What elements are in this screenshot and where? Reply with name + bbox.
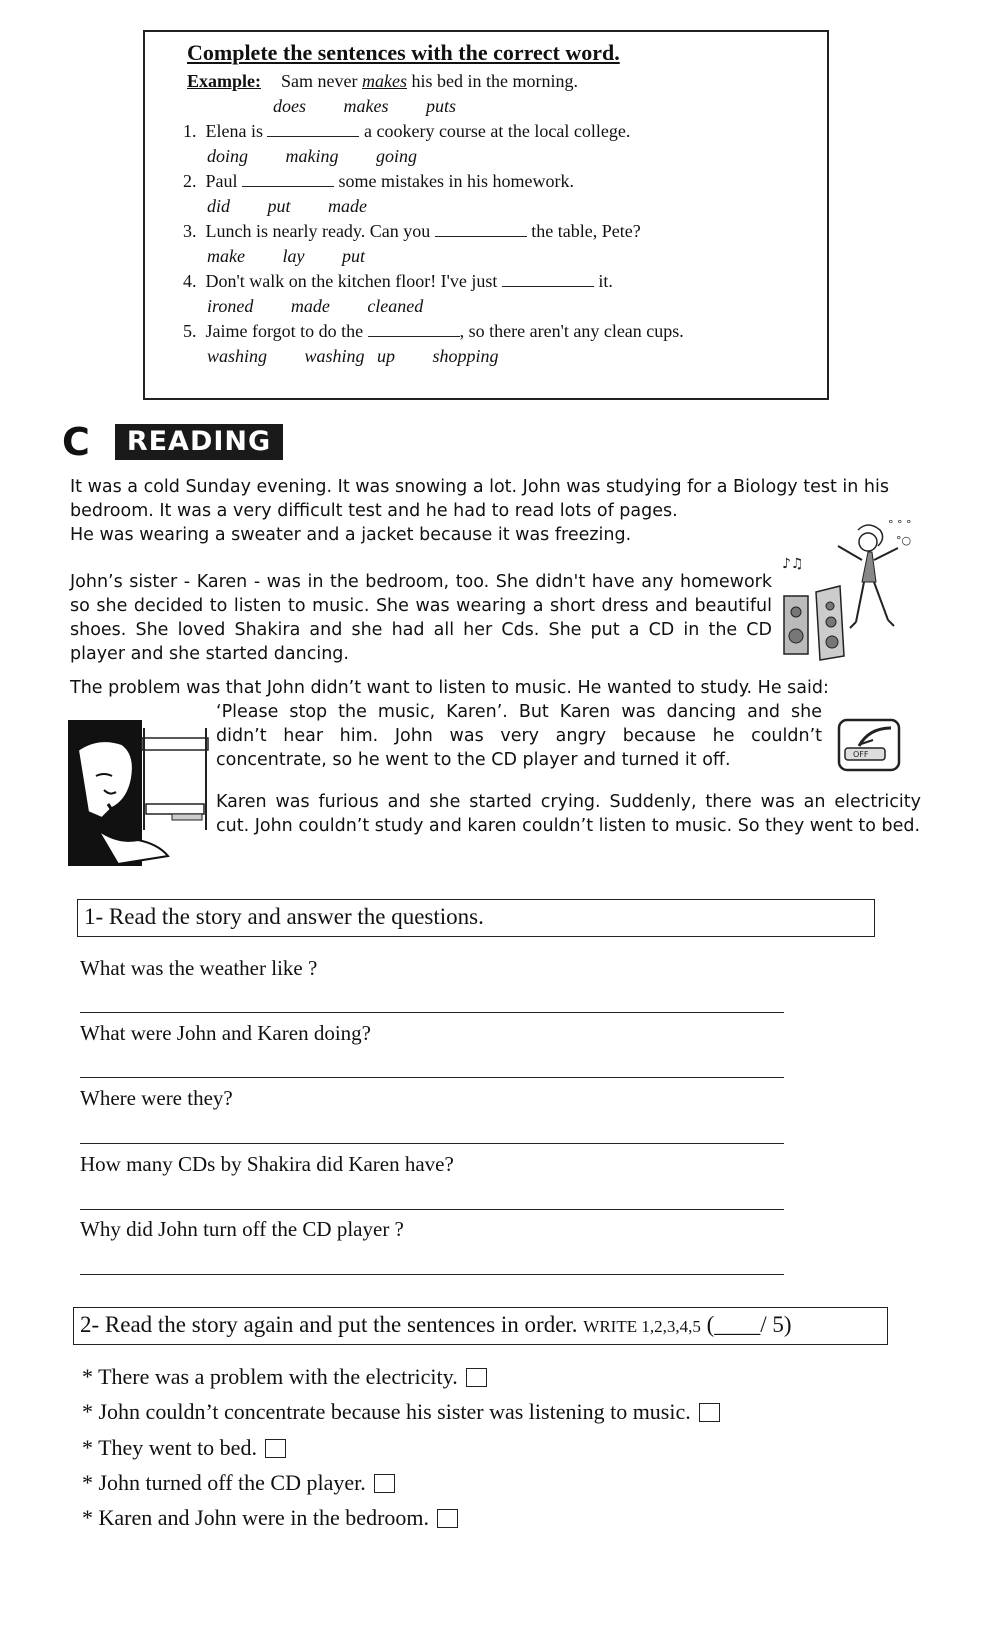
order-sentence: * Karen and John were in the bedroom.	[82, 1505, 430, 1530]
example-after: his bed in the morning.	[411, 71, 578, 91]
item-4-options: ironed made cleaned	[207, 296, 424, 316]
reading-heading: READING	[115, 424, 283, 460]
task2-title-box	[73, 1307, 888, 1345]
exercise-item-4	[183, 271, 613, 292]
item-text-after: the table, Pete?	[531, 221, 641, 241]
item-1-options: doing making going	[207, 146, 417, 166]
answer-blank[interactable]	[267, 122, 359, 137]
exercise-item-3	[183, 221, 641, 242]
question-3: Where were they?	[80, 1086, 233, 1110]
dancing-girl-illustration	[778, 520, 918, 670]
order-item-1	[82, 1364, 487, 1390]
order-sentence: * John couldn’t concentrate because his sister was listening to music.	[82, 1399, 691, 1424]
off-label: OFF	[853, 750, 869, 759]
exercise-item-5	[183, 321, 684, 342]
example-answer: makes	[361, 71, 407, 91]
order-checkbox[interactable]	[466, 1368, 487, 1387]
off-button-icon	[837, 718, 901, 772]
exercise-box	[143, 30, 829, 400]
story-paragraph-4: Karen was furious and she started crying. Suddenly, there was an electricity cut. John couldn’t study and karen couldn’t listen to music. So they went to bed.	[216, 792, 921, 836]
order-item-4	[82, 1470, 395, 1496]
answer-blank[interactable]	[502, 272, 594, 287]
item-text-before: Paul	[205, 171, 238, 191]
example-before: Sam never	[281, 71, 358, 91]
item-5-options: washing washing up shopping	[207, 346, 499, 366]
story-paragraph-3a: The problem was that John didn’t want to listen to music. He wanted to study. He said:	[70, 678, 829, 698]
answer-line-1[interactable]	[80, 1012, 784, 1013]
answer-line-5[interactable]	[80, 1274, 784, 1275]
exercise-title: Complete the sentences with the correct word.	[187, 40, 620, 65]
item-2-options: did put made	[207, 196, 367, 216]
item-text-after: it.	[598, 271, 613, 291]
item-text-before: Don't walk on the kitchen floor! I've just	[205, 271, 498, 291]
item-text-after: , so there aren't any clean cups.	[459, 321, 684, 341]
story-paragraph-3b: ‘Please stop the music, Karen’. But Karen was dancing and she didn’t hear him. John was very angry because he couldn’t concentrate, so he went to the CD player and turned it off.	[216, 702, 822, 770]
item-number: 3.	[183, 221, 197, 241]
exercise-item-2	[183, 171, 574, 192]
order-item-2	[82, 1399, 720, 1425]
svg-text:°○: °○	[896, 534, 912, 547]
question-4: How many CDs by Shakira did Karen have?	[80, 1152, 454, 1176]
order-checkbox[interactable]	[437, 1509, 458, 1528]
item-number: 4.	[183, 271, 197, 291]
item-text-before: Elena is	[205, 121, 263, 141]
order-item-5	[82, 1505, 458, 1531]
question-5: Why did John turn off the CD player ?	[80, 1217, 404, 1241]
order-checkbox[interactable]	[699, 1403, 720, 1422]
item-text-before: Jaime forgot to do the	[205, 321, 364, 341]
answer-blank[interactable]	[435, 222, 527, 237]
order-item-3	[82, 1435, 286, 1461]
example-options: does makes puts	[273, 96, 456, 116]
item-text-after: a cookery course at the local college.	[363, 121, 631, 141]
item-number: 1.	[183, 121, 197, 141]
item-number: 2.	[183, 171, 197, 191]
task2-write-label: WRITE 1,2,3,4,5	[583, 1317, 701, 1336]
order-sentence: * They went to bed.	[82, 1435, 257, 1460]
section-letter: C	[62, 420, 90, 464]
answer-blank[interactable]	[242, 172, 334, 187]
item-text-before: Lunch is nearly ready. Can you	[205, 221, 431, 241]
story-paragraph-1: It was a cold Sunday evening. It was snowing a lot. John was studying for a Biology test in his bedroom. It was a very difficult test and he had to read lots of pages.	[70, 477, 889, 521]
question-2: What were John and Karen doing?	[80, 1021, 371, 1045]
example-label: Example:	[187, 71, 261, 91]
story-paragraph-1b: He was wearing a sweater and a jacket because it was freezing.	[70, 525, 632, 545]
order-sentence: * John turned off the CD player.	[82, 1470, 366, 1495]
task2-title: 2- Read the story again and put the sentences in order.	[80, 1312, 578, 1337]
answer-line-2[interactable]	[80, 1077, 784, 1078]
story-paragraph-2: John’s sister - Karen - was in the bedroom, too. She didn't have any homework so she decided to listen to music. She was wearing a short dress and beautiful shoes. She loved Shakira and she had all her Cds. She put a CD in the CD player and she started dancing.	[70, 572, 772, 664]
item-3-options: make lay put	[207, 246, 365, 266]
answer-blank[interactable]	[368, 322, 460, 337]
task1-title-box: 1- Read the story and answer the questions.	[77, 899, 875, 937]
task2-score: (____/ 5)	[706, 1312, 792, 1337]
answer-line-3[interactable]	[80, 1143, 784, 1144]
exercise-item-1	[183, 121, 630, 142]
question-1: What was the weather like ?	[80, 956, 318, 980]
order-checkbox[interactable]	[265, 1439, 286, 1458]
item-text-after: some mistakes in his homework.	[338, 171, 574, 191]
example-sentence	[281, 71, 578, 92]
svg-text:° ° °: ° ° °	[888, 520, 912, 531]
item-number: 5.	[183, 321, 197, 341]
answer-line-4[interactable]	[80, 1209, 784, 1210]
order-sentence: * There was a problem with the electricity.	[82, 1364, 458, 1389]
studying-boy-illustration	[68, 720, 216, 866]
order-checkbox[interactable]	[374, 1474, 395, 1493]
svg-text:♪♫: ♪♫	[782, 556, 804, 572]
